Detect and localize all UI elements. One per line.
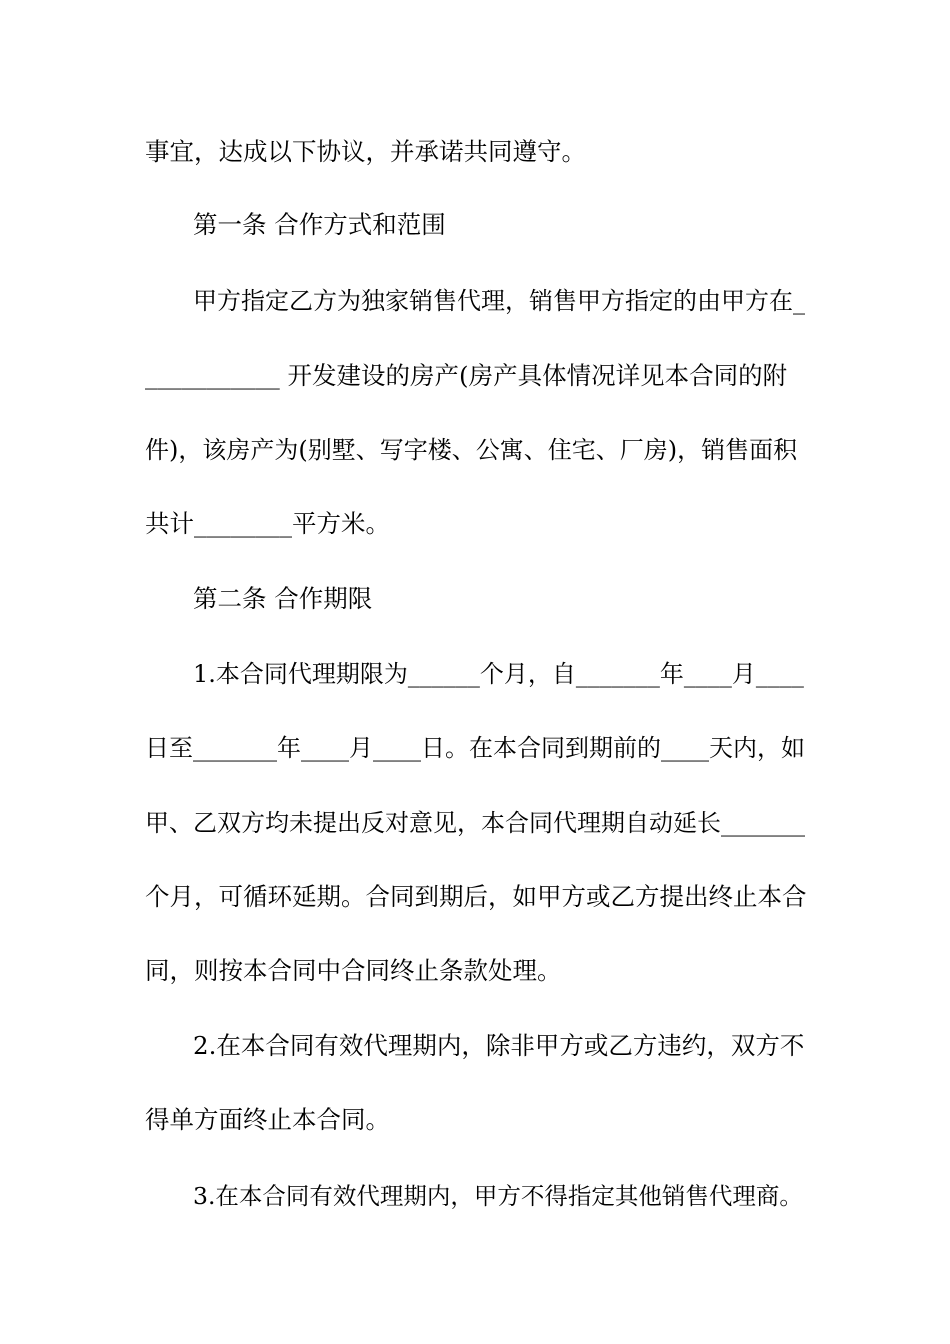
text-line-9: 日至_______年____月____日。在本合同到期前的____天内，如	[145, 734, 805, 762]
text-line-15: 3.在本合同有效代理期内，甲方不得指定其他销售代理商。	[193, 1182, 803, 1210]
text-line-14: 得单方面终止本合同。	[145, 1105, 390, 1134]
text-line-13: 2.在本合同有效代理期内，除非甲方或乙方违约，双方不	[193, 1031, 805, 1060]
article-1-heading: 第一条 合作方式和范围	[193, 210, 446, 239]
text-line-10: 甲、乙双方均未提出反对意见，本合同代理期自动延长_______	[145, 809, 805, 837]
article-2-heading: 第二条 合作期限	[193, 584, 373, 613]
text-line-12: 同，则按本合同中合同终止条款处理。	[145, 956, 562, 985]
text-line-11: 个月，可循环延期。合同到期后，如甲方或乙方提出终止本合	[145, 882, 807, 911]
text-line-5: 件)，该房产为(别墅、写字楼、公寓、住宅、厂房)，销售面积	[145, 436, 798, 464]
text-line-1: 事宜，达成以下协议，并承诺共同遵守。	[145, 137, 586, 166]
text-line-8: 1.本合同代理期限为______个月，自_______年____月____	[193, 660, 804, 688]
text-line-4: ___________ 开发建设的房产(房产具体情况详见本合同的附	[145, 361, 788, 390]
text-line-6: 共计________平方米。	[145, 509, 390, 538]
text-line-3: 甲方指定乙方为独家销售代理，销售甲方指定的由甲方在_	[193, 287, 805, 315]
